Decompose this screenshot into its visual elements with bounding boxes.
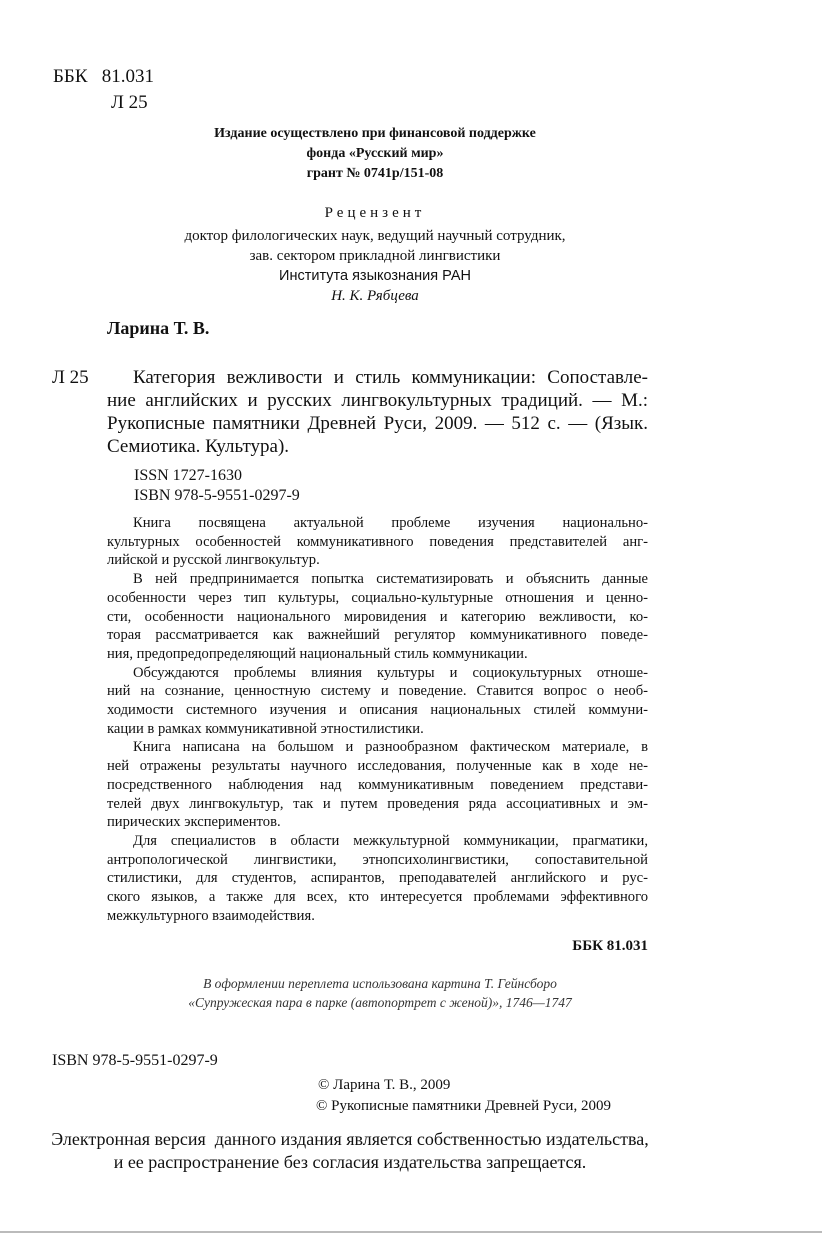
isbn: ISBN 978-5-9551-0297-9 bbox=[134, 487, 300, 504]
cover-note-line: «Супружеская пара в парке (автопортрет с женой)», 1746—1747 bbox=[188, 995, 572, 1010]
abstract-line: ний на сознание, ценностную систему и поведение. Ставится вопрос о необ- bbox=[107, 683, 648, 700]
abstract-line: В ней предпринимается попытка систематизировать и объяснить данные bbox=[133, 571, 648, 588]
abstract-line: ния, предопредопределяющий национальный стиль коммуникации. bbox=[107, 645, 528, 662]
abstract-line: ского языков, а также для всех, кто интересуется проблемами эффективного bbox=[107, 889, 648, 906]
abstract-line: Книга написана на большом и разнообразном фактическом материале, в bbox=[133, 739, 648, 756]
bbk-bottom: ББК 81.031 bbox=[572, 938, 648, 954]
abstract-line: особенности через тип культуры, социально-культурные отношения и ценно- bbox=[107, 589, 648, 606]
abstract-line: межкультурного взаимодействия. bbox=[107, 907, 315, 924]
abstract-line: культурных особенностей коммуникативного поведения представителей анг- bbox=[107, 533, 648, 550]
author-mark: Л 25 bbox=[111, 92, 148, 113]
abstract-line: стилистики, для студентов, аспирантов, преподавателей английского и рус- bbox=[107, 870, 648, 887]
reviewer-line: доктор филологических наук, ведущий научный сотрудник, bbox=[184, 228, 566, 244]
abstract-line: ней отражены результаты научного исследования, полученные как в ходе не- bbox=[107, 758, 648, 775]
abstract-line: торая рассматривается как важнейший регулятор коммуникативного поведе- bbox=[107, 627, 648, 644]
page-bottom-rule bbox=[0, 1231, 822, 1233]
abstract-line: сти, особенности национального мировидения и категорию вежливости, ко- bbox=[107, 608, 648, 625]
abstract-line: кации в рамках коммуникативной этностилистики. bbox=[107, 720, 424, 737]
author-name: Ларина Т. В. bbox=[107, 318, 210, 338]
reviewer-line: зав. сектором прикладной лингвистики bbox=[249, 248, 501, 264]
biblio-line: Семиотика. Культура). bbox=[107, 436, 290, 457]
entry-code: Л 25 bbox=[52, 367, 89, 388]
abstract-line: антропологической лингвистики, этнопсихолингвистики, сопоставительной bbox=[107, 851, 648, 868]
bibliographic-description bbox=[107, 366, 648, 458]
funding-line: грант № 0741р/151-08 bbox=[306, 166, 444, 181]
funding-line: фонда «Русский мир» bbox=[306, 146, 444, 161]
funding-note bbox=[125, 124, 625, 184]
abstract-line: телей двух лингвокультур, так и путем проведения ряда ассоциативных и эм- bbox=[107, 795, 648, 812]
biblio-line: ние английских и русских лингвокультурных традиций. — М.: bbox=[107, 390, 648, 411]
abstract-line: лийской и русской лингвокультур. bbox=[107, 552, 320, 569]
cover-note bbox=[130, 974, 630, 1012]
reviewer-heading: Рецензент bbox=[324, 205, 426, 221]
biblio-line: Рукописные памятники Древней Руси, 2009. — 512 с. — (Язык. bbox=[107, 413, 648, 434]
reviewer-name: Н. К. Рябцева bbox=[331, 288, 419, 304]
identifiers bbox=[134, 466, 300, 506]
cover-note-line: В оформлении переплета использована картина Т. Гейнсборо bbox=[203, 976, 557, 991]
isbn-bottom: ISBN 978-5-9551-0297-9 bbox=[52, 1052, 218, 1069]
abstract-line: Для специалистов в области межкультурной коммуникации, прагматики, bbox=[133, 832, 648, 849]
biblio-line: Категория вежливости и стиль коммуникации: Сопоставле- bbox=[133, 367, 648, 388]
abstract-line: ходимости системного изучения и описания национальных стилей коммуни- bbox=[107, 702, 648, 719]
issn: ISSN 1727-1630 bbox=[134, 467, 243, 484]
abstract-line: Книга посвящена актуальной проблеме изучения национально- bbox=[133, 515, 648, 531]
abstract-line: посредственного наблюдения над коммуникативным поведением представи- bbox=[107, 776, 648, 793]
abstract-line: пирических экспериментов. bbox=[107, 814, 281, 831]
copyright bbox=[316, 1075, 611, 1117]
copyright-line: © Рукописные памятники Древней Руси, 2009 bbox=[316, 1098, 611, 1114]
abstract-line: Обсуждаются проблемы влияния культуры и социокультурных отноше- bbox=[133, 664, 648, 681]
abstract bbox=[107, 514, 648, 925]
funding-line: Издание осуществлено при финансовой поддержке bbox=[214, 126, 536, 141]
reviewer-institute: Института языкознания РАН bbox=[279, 268, 471, 284]
bbk-code: ББК 81.031 bbox=[53, 66, 154, 87]
bbk-classification bbox=[53, 64, 154, 116]
rights-notice bbox=[30, 1128, 670, 1174]
notice-line: и ее распространение без согласия издательства запрещается. bbox=[113, 1152, 587, 1172]
copyright-line: © Ларина Т. В., 2009 bbox=[318, 1077, 451, 1093]
notice-line: Электронная версия данного издания является собственностью издательства, bbox=[51, 1129, 649, 1149]
reviewer-block bbox=[125, 203, 625, 306]
